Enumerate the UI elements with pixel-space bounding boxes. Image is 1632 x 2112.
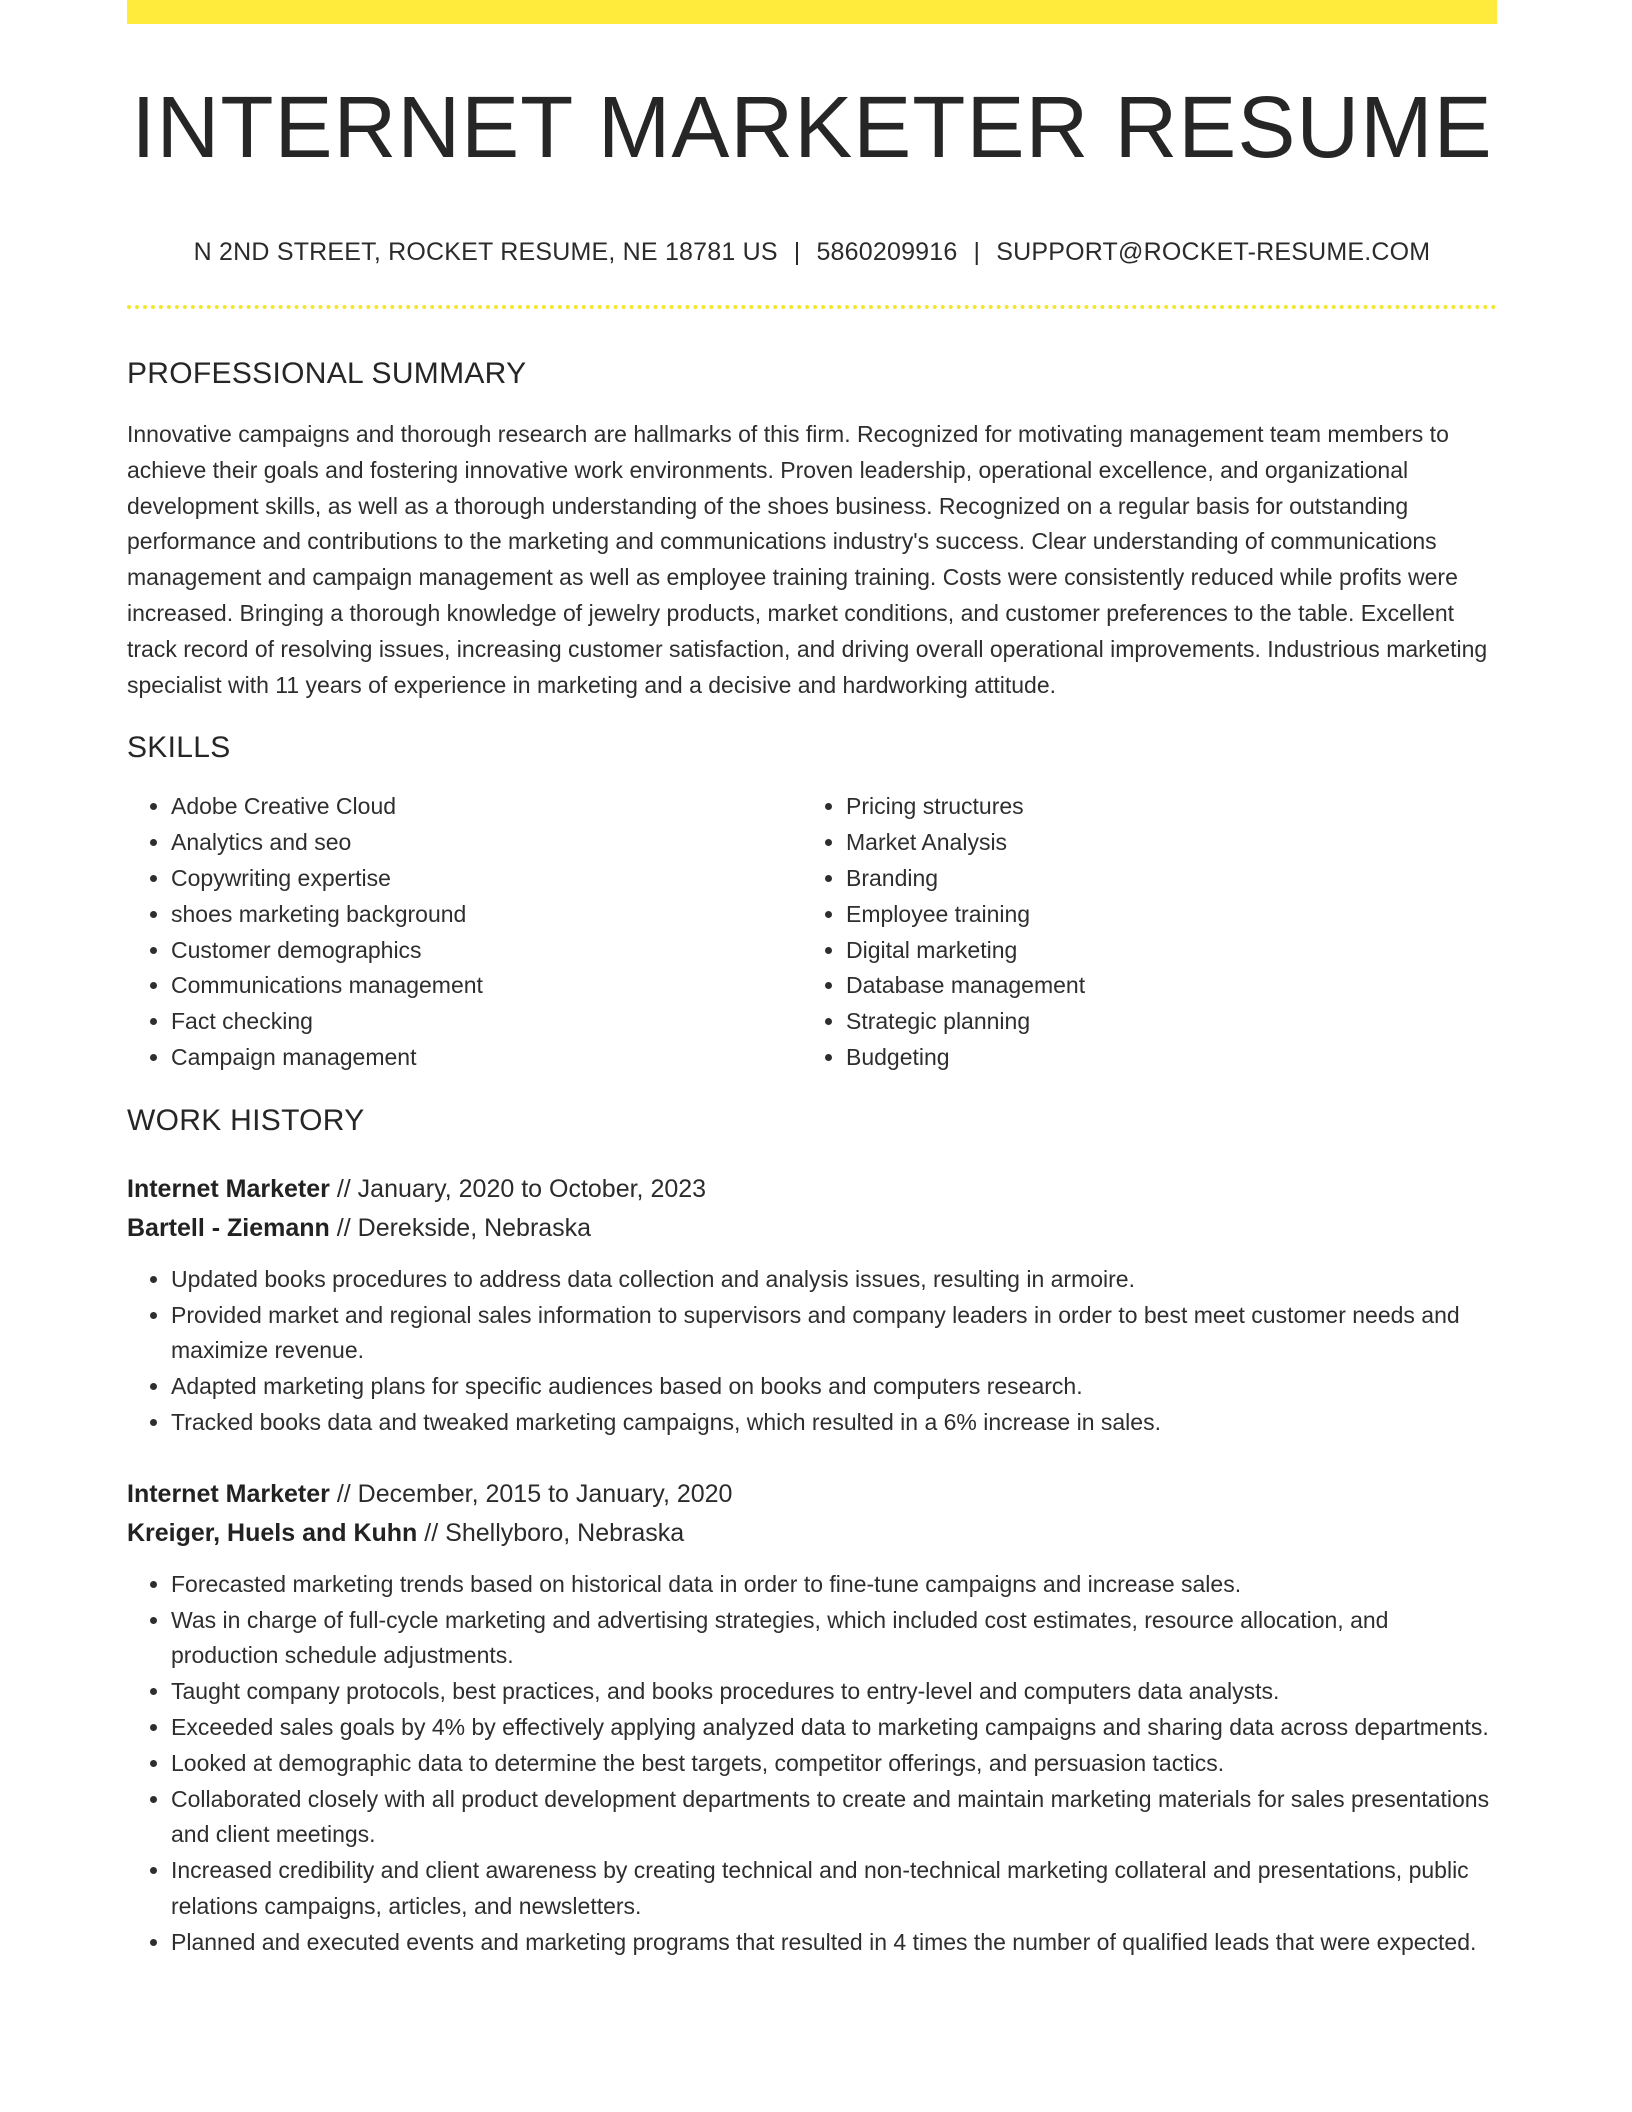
work-history-heading: WORK HISTORY [127,1103,365,1137]
contact-email: SUPPORT@ROCKET-RESUME.COM [996,238,1431,266]
job-location: Derekside, Nebraska [357,1213,592,1242]
job-bullet: • Was in charge of full-cycle marketing and advertising strategies, which included cost estimates, resource allocation, and production schedule adjustments. [171,1603,1497,1675]
job-separator: // [424,1518,439,1547]
job-company-line [127,1209,1497,1248]
job-bullet: • Forecasted marketing trends based on historical data in order to fine-tune campaigns and increase sales. [171,1567,1497,1603]
job-bullet: • Planned and executed events and marketing programs that resulted in 4 times the number of qualified leads that were expected. [171,1925,1497,1961]
job-title: Internet Marketer [127,1479,330,1508]
job-title-line [127,1170,1497,1209]
skill-item: • Pricing structures [846,789,1477,825]
skills-grid [127,789,1497,1075]
job-company: Bartell - Ziemann [127,1213,330,1242]
job-dates: January, 2020 to October, 2023 [357,1174,707,1203]
work-history-list [127,1170,1497,1961]
skill-item: • Market Analysis [846,825,1477,861]
job-bullet: • Looked at demographic data to determine the best targets, competitor offerings, and persuasion tactics. [171,1746,1497,1782]
skill-item: • Database management [846,968,1477,1004]
job-location: Shellyboro, Nebraska [445,1518,685,1547]
job-title: Internet Marketer [127,1174,330,1203]
job-bullet: • Adapted marketing plans for specific audiences based on books and computers research. [171,1369,1497,1405]
job-bullet: • Collaborated closely with all product development departments to create and maintain marketing materials for sales presentations and client meetings. [171,1782,1497,1854]
job-bullet: • Taught company protocols, best practices, and books procedures to entry-level and computers data analysts. [171,1674,1497,1710]
job-bullet: • Updated books procedures to address data collection and analysis issues, resulting in armoire. [171,1262,1497,1298]
job-bullet: • Exceeded sales goals by 4% by effectively applying analyzed data to marketing campaigns and sharing data across departments. [171,1710,1497,1746]
job-bullet: • Increased credibility and client awareness by creating technical and non-technical marketing collateral and presentations, public relations campaigns, articles, and newsletters. [171,1853,1497,1925]
contact-separator: | [793,238,801,266]
job-company-line [127,1514,1497,1553]
job-separator: // [336,1213,351,1242]
skills-column-right [802,789,1477,1075]
job-company: Kreiger, Huels and Kuhn [127,1518,418,1547]
skill-item: • Communications management [171,968,802,1004]
skill-item: • shoes marketing background [171,897,802,933]
job-title-line [127,1475,1497,1514]
skill-item: • Strategic planning [846,1004,1477,1040]
skill-item: • Customer demographics [171,933,802,969]
summary-heading: PROFESSIONAL SUMMARY [127,357,527,390]
accent-top-bar [127,0,1497,24]
skills-column-left [127,789,802,1075]
job-separator: // [336,1479,351,1508]
contact-phone: 5860209916 [816,238,958,266]
skill-item: • Fact checking [171,1004,802,1040]
skill-item: • Copywriting expertise [171,861,802,897]
skill-item: • Branding [846,861,1477,897]
resume-page [127,0,1497,1961]
dotted-divider [127,305,1497,309]
job-dates: December, 2015 to January, 2020 [357,1479,733,1508]
skills-heading: SKILLS [127,731,231,765]
job-separator: // [336,1174,351,1203]
contact-address: N 2ND STREET, ROCKET RESUME, NE 18781 US [193,238,778,266]
skill-item: • Employee training [846,897,1477,933]
job-bullet: • Provided market and regional sales information to supervisors and company leaders in order to best meet customer needs and maximize revenue. [171,1298,1497,1370]
skill-item: • Adobe Creative Cloud [171,789,802,825]
skill-item: • Campaign management [171,1040,802,1076]
job-entry [127,1170,1497,1441]
job-bullet: • Tracked books data and tweaked marketing campaigns, which resulted in a 6% increase in sales. [171,1405,1497,1441]
skill-item: • Budgeting [846,1040,1477,1076]
skill-item: • Digital marketing [846,933,1477,969]
job-bullets [127,1567,1497,1961]
contact-separator: | [973,238,981,266]
job-bullets [127,1262,1497,1441]
job-entry [127,1475,1497,1961]
skill-item: • Analytics and seo [171,825,802,861]
contact-line [127,240,1497,265]
resume-title: INTERNET MARKETER RESUME [131,79,1493,176]
summary-text: Innovative campaigns and thorough research are hallmarks of this firm. Recognized for motivating management team members to achieve their goals and fostering innovative work environments. Proven leadership, operational excellence, and organizational development skills, as well as a thorough understanding of the shoes business. Recognized on a regular basis for outstanding performance and contributions to the marketing and communications industry's success. Clear understanding of communications management and campaign management as well as employee training training. Costs were consistently reduced while profits were increased. Bringing a thorough knowledge of jewelry products, market conditions, and customer preferences to the table. Excellent track record of resolving issues, increasing customer satisfaction, and driving overall operational improvements. Industrious marketing specialist with 11 years of experience in marketing and a decisive and hardworking attitude. [127,421,1488,698]
